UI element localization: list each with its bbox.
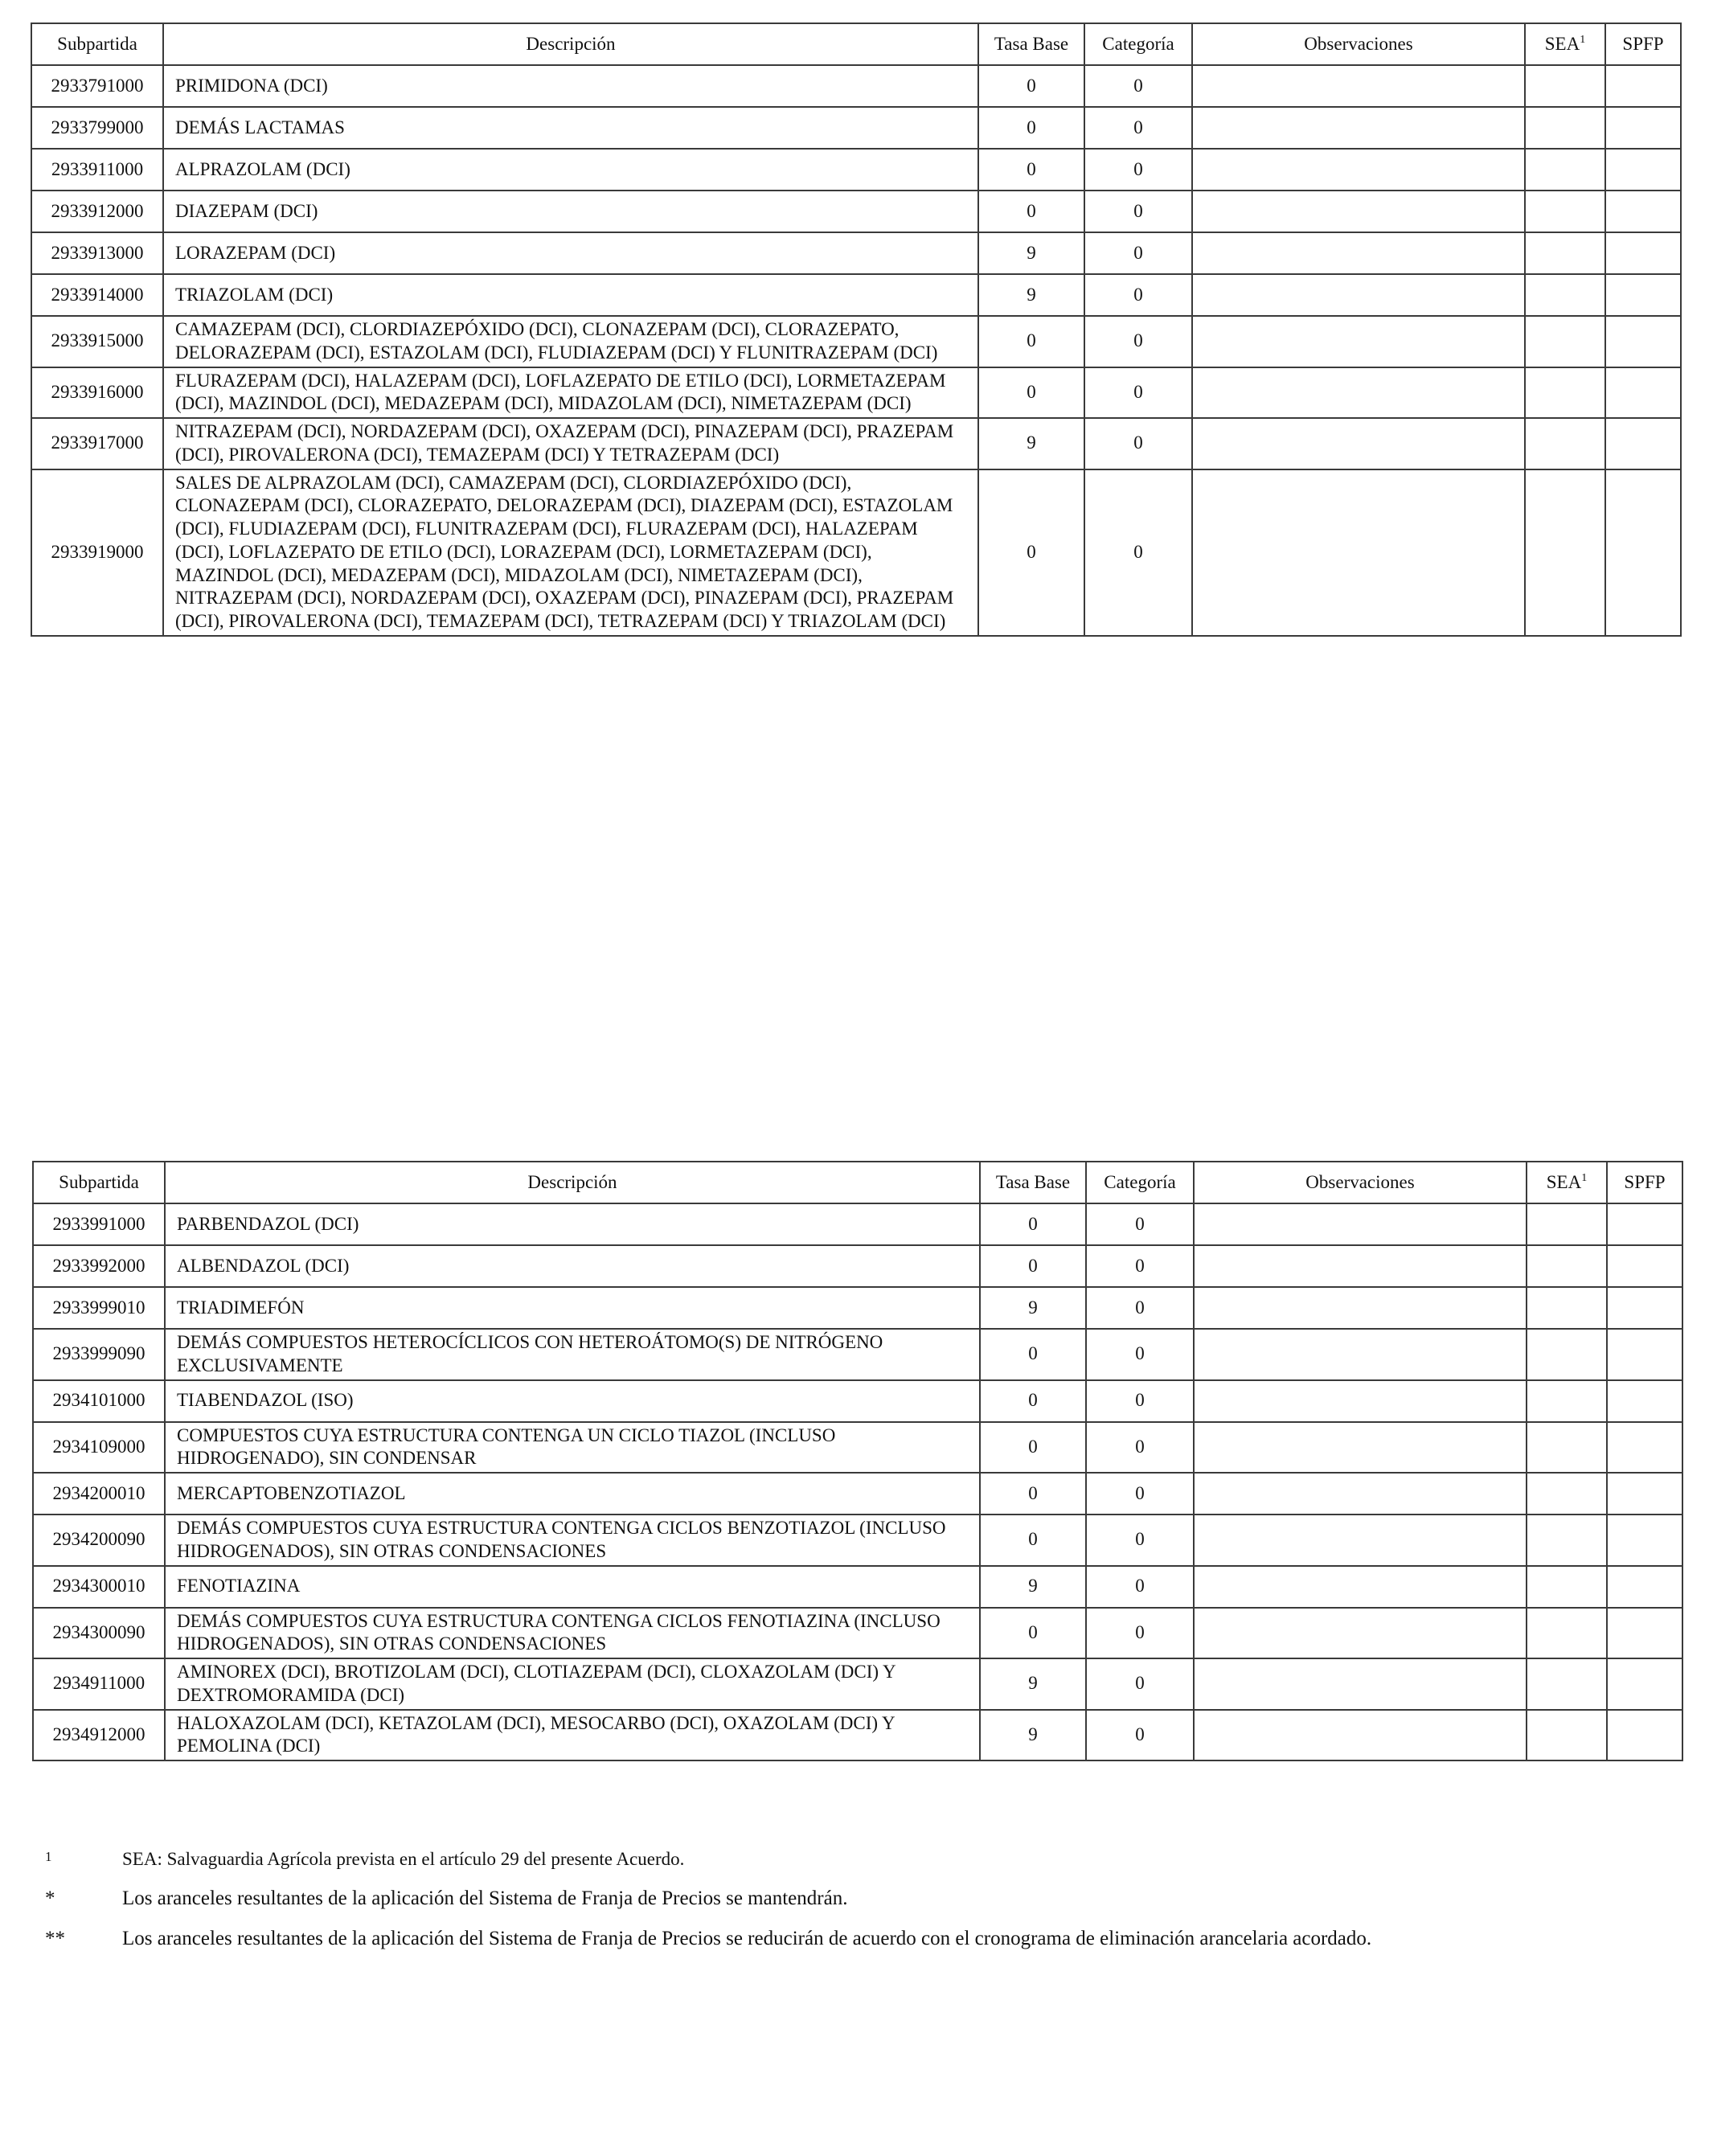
- observaciones-cell: [1194, 1473, 1527, 1515]
- footnote-sea: [32, 1849, 1672, 1870]
- descripcion-cell: NITRAZEPAM (DCI), NORDAZEPAM (DCI), OXAZEPAM (DCI), PINAZEPAM (DCI), PRAZEPAM (DCI), PIROVALERONA (DCI), TEMAZEPAM (DCI) Y TETRAZEPAM (DCI): [163, 418, 978, 469]
- table-row: [33, 1658, 1682, 1710]
- header-observaciones: Observaciones: [1194, 1162, 1527, 1203]
- categoria-cell: 0: [1086, 1710, 1194, 1761]
- sea-cell: [1527, 1203, 1607, 1245]
- tasa-base-cell: 9: [978, 274, 1084, 316]
- tasa-base-cell: 9: [980, 1710, 1086, 1761]
- sea-cell: [1527, 1245, 1607, 1287]
- subpartida-cell: 2934109000: [33, 1422, 165, 1474]
- descripcion-cell: DEMÁS LACTAMAS: [163, 107, 978, 149]
- table-row: [33, 1422, 1682, 1474]
- categoria-cell: 0: [1084, 149, 1192, 191]
- footnote-mark: 1: [45, 1849, 52, 1864]
- table-row: [31, 65, 1681, 107]
- footnotes: [32, 1849, 1672, 1968]
- descripcion-cell: ALBENDAZOL (DCI): [165, 1245, 980, 1287]
- tariff-table-1: [31, 23, 1682, 637]
- tasa-base-cell: 0: [978, 107, 1084, 149]
- descripcion-cell: HALOXAZOLAM (DCI), KETAZOLAM (DCI), MESOCARBO (DCI), OXAZOLAM (DCI) Y PEMOLINA (DCI): [165, 1710, 980, 1761]
- spfp-cell: [1605, 191, 1681, 232]
- header-sea-label: SEA: [1544, 33, 1580, 54]
- header-spfp: SPFP: [1605, 23, 1681, 65]
- observaciones-cell: [1192, 367, 1525, 419]
- table-row: [33, 1245, 1682, 1287]
- sea-cell: [1527, 1287, 1607, 1329]
- tasa-base-cell: 0: [978, 65, 1084, 107]
- tariff-table-2: [32, 1161, 1683, 1761]
- categoria-cell: 0: [1084, 191, 1192, 232]
- categoria-cell: 0: [1084, 232, 1192, 274]
- categoria-cell: 0: [1084, 65, 1192, 107]
- spfp-cell: [1607, 1566, 1682, 1608]
- descripcion-cell: DEMÁS COMPUESTOS CUYA ESTRUCTURA CONTENGA CICLOS FENOTIAZINA (INCLUSO HIDROGENADOS), SIN OTRAS CONDENSACIONES: [165, 1608, 980, 1659]
- spfp-cell: [1607, 1473, 1682, 1515]
- descripcion-cell: COMPUESTOS CUYA ESTRUCTURA CONTENGA UN CICLO TIAZOL (INCLUSO HIDROGENADO), SIN CONDENSAR: [165, 1422, 980, 1474]
- subpartida-cell: 2934101000: [33, 1380, 165, 1422]
- sea-cell: [1525, 367, 1605, 419]
- categoria-cell: 0: [1086, 1380, 1194, 1422]
- sea-cell: [1525, 418, 1605, 469]
- descripcion-cell: FENOTIAZINA: [165, 1566, 980, 1608]
- tasa-base-cell: 0: [980, 1203, 1086, 1245]
- observaciones-cell: [1194, 1422, 1527, 1474]
- subpartida-cell: 2933914000: [31, 274, 163, 316]
- sea-cell: [1525, 274, 1605, 316]
- tasa-base-cell: 9: [980, 1566, 1086, 1608]
- subpartida-cell: 2933999090: [33, 1329, 165, 1380]
- sea-cell: [1525, 65, 1605, 107]
- tasa-base-cell: 9: [978, 418, 1084, 469]
- footnote-star: [32, 1888, 1672, 1910]
- sea-cell: [1527, 1422, 1607, 1474]
- descripcion-cell: FLURAZEPAM (DCI), HALAZEPAM (DCI), LOFLAZEPATO DE ETILO (DCI), LORMETAZEPAM (DCI), MAZINDOL (DCI), MEDAZEPAM (DCI), MIDAZOLAM (DCI), NIMETAZEPAM (DCI): [163, 367, 978, 419]
- tasa-base-cell: 0: [980, 1380, 1086, 1422]
- descripcion-cell: PRIMIDONA (DCI): [163, 65, 978, 107]
- table-header-row: [31, 23, 1681, 65]
- categoria-cell: 0: [1084, 274, 1192, 316]
- header-descripcion: Descripción: [165, 1162, 980, 1203]
- spfp-cell: [1607, 1422, 1682, 1474]
- descripcion-cell: AMINOREX (DCI), BROTIZOLAM (DCI), CLOTIAZEPAM (DCI), CLOXAZOLAM (DCI) Y DEXTROMORAMIDA (DCI): [165, 1658, 980, 1710]
- spfp-cell: [1607, 1515, 1682, 1566]
- footnote-text: Los aranceles resultantes de la aplicación del Sistema de Franja de Precios se mantendrán.: [122, 1888, 848, 1909]
- observaciones-cell: [1194, 1329, 1527, 1380]
- table-row: [31, 316, 1681, 367]
- header-subpartida: Subpartida: [33, 1162, 165, 1203]
- observaciones-cell: [1194, 1515, 1527, 1566]
- spfp-cell: [1607, 1608, 1682, 1659]
- table-row: [33, 1380, 1682, 1422]
- table-row: [33, 1473, 1682, 1515]
- subpartida-cell: 2934911000: [33, 1658, 165, 1710]
- sea-cell: [1527, 1329, 1607, 1380]
- tasa-base-cell: 0: [978, 469, 1084, 636]
- sea-cell: [1527, 1608, 1607, 1659]
- observaciones-cell: [1194, 1380, 1527, 1422]
- tasa-base-cell: 0: [978, 316, 1084, 367]
- header-sea-footnote-ref: 1: [1581, 1171, 1588, 1184]
- tasa-base-cell: 0: [980, 1422, 1086, 1474]
- observaciones-cell: [1192, 232, 1525, 274]
- spfp-cell: [1605, 274, 1681, 316]
- tasa-base-cell: 0: [978, 149, 1084, 191]
- sea-cell: [1525, 232, 1605, 274]
- footnote-double-star: [32, 1928, 1672, 1950]
- table-body-1: [31, 65, 1681, 636]
- spfp-cell: [1605, 232, 1681, 274]
- table-row: [31, 418, 1681, 469]
- descripcion-cell: DIAZEPAM (DCI): [163, 191, 978, 232]
- subpartida-cell: 2933799000: [31, 107, 163, 149]
- categoria-cell: 0: [1086, 1658, 1194, 1710]
- observaciones-cell: [1194, 1203, 1527, 1245]
- observaciones-cell: [1192, 107, 1525, 149]
- spfp-cell: [1607, 1329, 1682, 1380]
- descripcion-cell: DEMÁS COMPUESTOS CUYA ESTRUCTURA CONTENGA CICLOS BENZOTIAZOL (INCLUSO HIDROGENADOS), SIN OTRAS CONDENSACIONES: [165, 1515, 980, 1566]
- categoria-cell: 0: [1084, 316, 1192, 367]
- table-row: [31, 274, 1681, 316]
- table-row: [33, 1515, 1682, 1566]
- sea-cell: [1527, 1380, 1607, 1422]
- sea-cell: [1527, 1710, 1607, 1761]
- spfp-cell: [1605, 469, 1681, 636]
- spfp-cell: [1607, 1203, 1682, 1245]
- header-spfp: SPFP: [1607, 1162, 1682, 1203]
- tasa-base-cell: 0: [980, 1515, 1086, 1566]
- footnote-text: SEA: Salvaguardia Agrícola prevista en el artículo 29 del presente Acuerdo.: [122, 1849, 685, 1869]
- header-tasa-base: Tasa Base: [978, 23, 1084, 65]
- tasa-base-cell: 9: [980, 1287, 1086, 1329]
- table-row: [31, 367, 1681, 419]
- subpartida-cell: 2933916000: [31, 367, 163, 419]
- table-row: [33, 1608, 1682, 1659]
- spfp-cell: [1607, 1245, 1682, 1287]
- spfp-cell: [1605, 65, 1681, 107]
- observaciones-cell: [1192, 316, 1525, 367]
- subpartida-cell: 2934912000: [33, 1710, 165, 1761]
- observaciones-cell: [1194, 1566, 1527, 1608]
- categoria-cell: 0: [1086, 1566, 1194, 1608]
- observaciones-cell: [1194, 1658, 1527, 1710]
- categoria-cell: 0: [1086, 1422, 1194, 1474]
- categoria-cell: 0: [1084, 107, 1192, 149]
- spfp-cell: [1605, 418, 1681, 469]
- header-observaciones: Observaciones: [1192, 23, 1525, 65]
- spfp-cell: [1605, 107, 1681, 149]
- subpartida-cell: 2933919000: [31, 469, 163, 636]
- categoria-cell: 0: [1086, 1473, 1194, 1515]
- categoria-cell: 0: [1084, 418, 1192, 469]
- descripcion-cell: DEMÁS COMPUESTOS HETEROCÍCLICOS CON HETEROÁTOMO(S) DE NITRÓGENO EXCLUSIVAMENTE: [165, 1329, 980, 1380]
- header-categoria: Categoría: [1086, 1162, 1194, 1203]
- descripcion-cell: CAMAZEPAM (DCI), CLORDIAZEPÓXIDO (DCI), CLONAZEPAM (DCI), CLORAZEPATO, DELORAZEPAM (DCI), ESTAZOLAM (DCI), FLUDIAZEPAM (DCI) Y FLUNITRAZEPAM (DCI): [163, 316, 978, 367]
- table-row: [31, 149, 1681, 191]
- header-tasa-base: Tasa Base: [980, 1162, 1086, 1203]
- sea-cell: [1527, 1658, 1607, 1710]
- descripcion-cell: TIABENDAZOL (ISO): [165, 1380, 980, 1422]
- subpartida-cell: 2933912000: [31, 191, 163, 232]
- categoria-cell: 0: [1086, 1329, 1194, 1380]
- descripcion-cell: TRIAZOLAM (DCI): [163, 274, 978, 316]
- header-sea-label: SEA: [1546, 1171, 1582, 1192]
- table-row: [33, 1203, 1682, 1245]
- observaciones-cell: [1192, 65, 1525, 107]
- observaciones-cell: [1194, 1710, 1527, 1761]
- footnote-text: Los aranceles resultantes de la aplicación del Sistema de Franja de Precios se reducirán de acuerdo con el cronograma de eliminación arancelaria acordado.: [122, 1928, 1372, 1949]
- table-row: [31, 232, 1681, 274]
- observaciones-cell: [1192, 469, 1525, 636]
- descripcion-cell: LORAZEPAM (DCI): [163, 232, 978, 274]
- tasa-base-cell: 0: [978, 191, 1084, 232]
- descripcion-cell: ALPRAZOLAM (DCI): [163, 149, 978, 191]
- header-sea: [1525, 23, 1605, 65]
- observaciones-cell: [1194, 1608, 1527, 1659]
- subpartida-cell: 2933911000: [31, 149, 163, 191]
- spfp-cell: [1607, 1287, 1682, 1329]
- sea-cell: [1525, 469, 1605, 636]
- spfp-cell: [1605, 316, 1681, 367]
- descripcion-cell: TRIADIMEFÓN: [165, 1287, 980, 1329]
- categoria-cell: 0: [1086, 1608, 1194, 1659]
- footnote-mark: **: [45, 1928, 65, 1949]
- footnote-mark: *: [45, 1888, 55, 1909]
- subpartida-cell: 2934300010: [33, 1566, 165, 1608]
- table-row: [33, 1287, 1682, 1329]
- spfp-cell: [1607, 1380, 1682, 1422]
- categoria-cell: 0: [1086, 1287, 1194, 1329]
- observaciones-cell: [1194, 1245, 1527, 1287]
- tasa-base-cell: 0: [980, 1245, 1086, 1287]
- tasa-base-cell: 0: [978, 367, 1084, 419]
- spfp-cell: [1607, 1710, 1682, 1761]
- sea-cell: [1525, 191, 1605, 232]
- observaciones-cell: [1192, 149, 1525, 191]
- subpartida-cell: 2933913000: [31, 232, 163, 274]
- header-sea: [1527, 1162, 1607, 1203]
- sea-cell: [1527, 1566, 1607, 1608]
- sea-cell: [1525, 149, 1605, 191]
- tasa-base-cell: 0: [980, 1608, 1086, 1659]
- subpartida-cell: 2934200090: [33, 1515, 165, 1566]
- sea-cell: [1527, 1473, 1607, 1515]
- subpartida-cell: 2934200010: [33, 1473, 165, 1515]
- tasa-base-cell: 9: [980, 1658, 1086, 1710]
- header-descripcion: Descripción: [163, 23, 978, 65]
- subpartida-cell: 2933915000: [31, 316, 163, 367]
- header-subpartida: Subpartida: [31, 23, 163, 65]
- observaciones-cell: [1192, 274, 1525, 316]
- spfp-cell: [1605, 367, 1681, 419]
- table-row: [33, 1710, 1682, 1761]
- categoria-cell: 0: [1084, 367, 1192, 419]
- descripcion-cell: PARBENDAZOL (DCI): [165, 1203, 980, 1245]
- table-row: [31, 107, 1681, 149]
- subpartida-cell: 2934300090: [33, 1608, 165, 1659]
- tasa-base-cell: 0: [980, 1473, 1086, 1515]
- table-row: [33, 1566, 1682, 1608]
- categoria-cell: 0: [1086, 1515, 1194, 1566]
- table-row: [33, 1329, 1682, 1380]
- descripcion-cell: SALES DE ALPRAZOLAM (DCI), CAMAZEPAM (DCI), CLORDIAZEPÓXIDO (DCI), CLONAZEPAM (DCI), CLORAZEPATO, DELORAZEPAM (DCI), DIAZEPAM (DCI), ESTAZOLAM (DCI), FLUDIAZEPAM (DCI), FLUNITRAZEPAM (DCI), FLURAZEPAM (DCI), HALAZEPAM (DCI), LOFLAZEPATO DE ETILO (DCI), LORAZEPAM (DCI), LORMETAZEPAM (DCI), MAZINDOL (DCI), MEDAZEPAM (DCI), MIDAZOLAM (DCI), NIMETAZEPAM (DCI), NITRAZEPAM (DCI), NORDAZEPAM (DCI), OXAZEPAM (DCI), PINAZEPAM (DCI), PRAZEPAM (DCI), PIROVALERONA (DCI), TEMAZEPAM (DCI), TETRAZEPAM (DCI) Y TRIAZOLAM (DCI): [163, 469, 978, 636]
- spfp-cell: [1605, 149, 1681, 191]
- table-body-2: [33, 1203, 1682, 1760]
- sea-cell: [1525, 316, 1605, 367]
- table-row: [31, 191, 1681, 232]
- tasa-base-cell: 0: [980, 1329, 1086, 1380]
- categoria-cell: 0: [1086, 1203, 1194, 1245]
- tasa-base-cell: 9: [978, 232, 1084, 274]
- observaciones-cell: [1192, 418, 1525, 469]
- categoria-cell: 0: [1084, 469, 1192, 636]
- spfp-cell: [1607, 1658, 1682, 1710]
- header-categoria: Categoría: [1084, 23, 1192, 65]
- subpartida-cell: 2933999010: [33, 1287, 165, 1329]
- subpartida-cell: 2933791000: [31, 65, 163, 107]
- subpartida-cell: 2933992000: [33, 1245, 165, 1287]
- table-row: [31, 469, 1681, 636]
- header-sea-footnote-ref: 1: [1580, 33, 1586, 46]
- sea-cell: [1525, 107, 1605, 149]
- sea-cell: [1527, 1515, 1607, 1566]
- observaciones-cell: [1194, 1287, 1527, 1329]
- subpartida-cell: 2933991000: [33, 1203, 165, 1245]
- subpartida-cell: 2933917000: [31, 418, 163, 469]
- observaciones-cell: [1192, 191, 1525, 232]
- descripcion-cell: MERCAPTOBENZOTIAZOL: [165, 1473, 980, 1515]
- categoria-cell: 0: [1086, 1245, 1194, 1287]
- table-header-row: [33, 1162, 1682, 1203]
